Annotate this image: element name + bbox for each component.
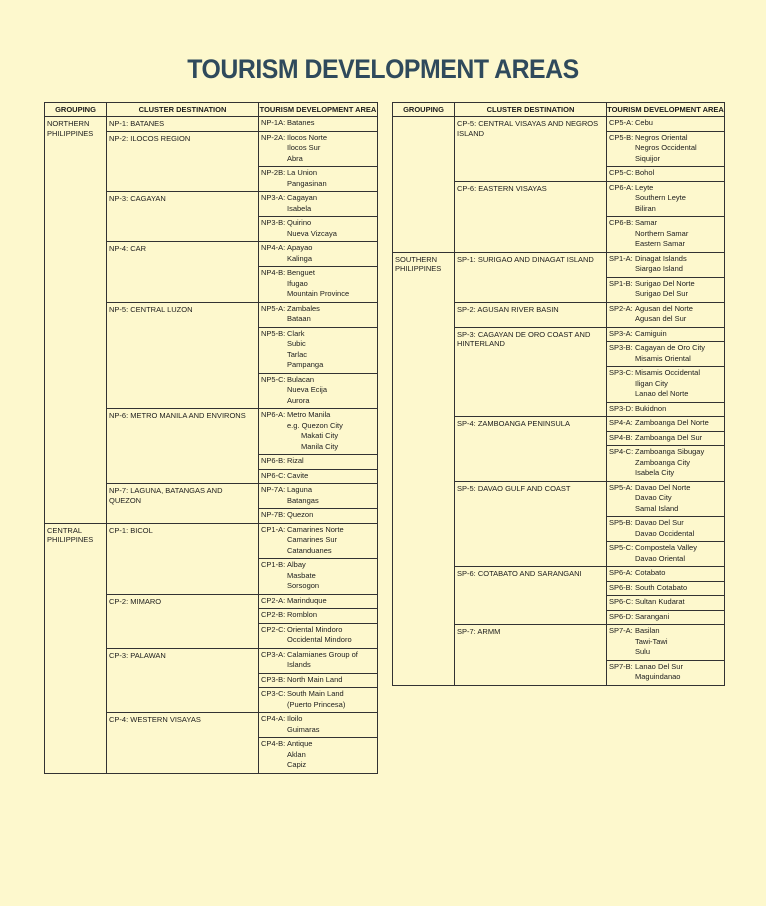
tda-cell — [259, 713, 378, 738]
tda-place: Metro Manila — [287, 410, 331, 419]
tda-code: SP1-A: — [609, 253, 633, 263]
tda-code: NP-2B: — [261, 168, 286, 177]
tda-cell — [259, 327, 378, 373]
tda-code: SP3-B: — [609, 343, 633, 352]
tda-code: NP6-B: — [261, 456, 286, 465]
tda-cell — [607, 625, 725, 661]
tda-cell — [607, 517, 725, 542]
tda-place: Masbate — [287, 570, 316, 580]
tda-code: CP2-B: — [261, 610, 286, 619]
cluster-label: NP-7: LAGUNA, BATANGAS AND QUEZON — [109, 486, 223, 505]
cluster-label: NP-2: ILOCOS REGION — [109, 133, 191, 143]
tda-place: Batanes — [287, 118, 315, 127]
tda-code: SP4-A: — [609, 418, 633, 427]
grouping-label: CENTRAL PHILIPPINES — [47, 525, 94, 544]
tda-place: Basilan — [635, 626, 660, 635]
cluster-label: NP-3: CAGAYAN — [109, 194, 166, 203]
tda-place: Cebu — [635, 118, 653, 127]
tda-place: Laguna — [287, 485, 313, 494]
tda-code: CP3-C: — [261, 689, 286, 698]
tda-place: Davao Del Sur — [635, 518, 684, 527]
tda-place: Tawi-Tawi — [635, 636, 668, 646]
tda-place: Biliran — [635, 203, 656, 213]
cluster-label: SP-5: DAVAO GULF AND COAST — [457, 483, 571, 493]
tda-place: Cavite — [287, 470, 309, 480]
tda-table-right — [392, 102, 725, 686]
cluster-label: CP-3: PALAWAN — [109, 650, 166, 660]
tda-place: Clark — [287, 328, 305, 338]
tda-cell — [259, 242, 378, 267]
table-header-row — [45, 103, 378, 117]
cluster-cell — [107, 648, 259, 713]
tda-place: Isabela City — [635, 468, 675, 477]
tda-place: Antique — [287, 739, 313, 748]
tda-code: SP4-B: — [609, 432, 633, 442]
tda-place: Bulacan — [287, 374, 315, 384]
tda-code: NP-2A: — [261, 132, 286, 142]
tda-code: NP-7A: — [261, 485, 286, 494]
tda-code: CP1-A: — [261, 524, 286, 534]
tda-place: Islands — [287, 660, 311, 669]
cluster-cell — [107, 713, 259, 774]
cluster-cell — [455, 327, 607, 417]
tda-code: CP3-B: — [261, 674, 286, 684]
tda-place: Isabela — [287, 203, 312, 213]
tda-cell — [607, 596, 725, 611]
tda-code: SP7-A: — [609, 626, 633, 635]
grouping-label: SOUTHERN PHILIPPINES — [395, 254, 442, 273]
cluster-label: NP-6: METRO MANILA AND ENVIRONS — [109, 411, 246, 420]
grouping-cell — [45, 523, 107, 773]
tda-code: CP1-B: — [261, 560, 286, 569]
tda-cell — [607, 117, 725, 132]
tda-table-left — [44, 102, 378, 774]
tda-cell — [259, 484, 378, 509]
tda-cell — [607, 277, 725, 302]
cluster-label: CP-6: EASTERN VISAYAS — [457, 183, 547, 193]
tda-place: Compostela Valley — [635, 543, 697, 552]
tda-place: Davao Oriental — [635, 553, 686, 563]
tda-cell — [259, 267, 378, 303]
tda-place: Davao Del Norte — [635, 482, 691, 492]
cluster-label: NP-4: CAR — [109, 244, 147, 253]
tda-code: SP5-B: — [609, 518, 633, 527]
tda-place: Romblon — [287, 610, 318, 619]
tda-place: Pampanga — [287, 360, 324, 369]
tda-place: Negros Occidental — [635, 143, 697, 152]
tda-place: Camarines Norte — [287, 524, 344, 534]
tda-header: TOURISM DEVELOPMENT AREA — [607, 103, 725, 117]
tda-place: Pangasinan — [287, 178, 327, 188]
tda-cell — [259, 688, 378, 713]
cluster-cell — [107, 131, 259, 192]
tda-code: NP5-C: — [261, 374, 286, 384]
cluster-cell — [455, 252, 607, 302]
tda-place: Cotabato — [635, 568, 666, 577]
tda-place: Maguindanao — [635, 672, 681, 681]
tda-cell — [607, 446, 725, 482]
tda-cell — [259, 409, 378, 455]
tda-place: Davao City — [635, 493, 672, 502]
cluster-cell — [455, 117, 607, 182]
tda-place: Misamis Occidental — [635, 368, 701, 377]
tda-code: NP6-C: — [261, 470, 286, 480]
tda-place: Ilocos Norte — [287, 132, 328, 142]
tda-place: Occidental Mindoro — [287, 635, 352, 644]
tda-place: Samal Island — [635, 503, 679, 513]
tda-code: CP3-A: — [261, 649, 286, 659]
tda-cell — [259, 117, 378, 132]
tda-code: SP3-C: — [609, 368, 634, 377]
cluster-cell — [455, 181, 607, 252]
tda-place: Nueva Ecija — [287, 385, 328, 394]
tda-place: Oriental Mindoro — [287, 624, 343, 634]
grouping-cell — [393, 252, 455, 685]
tda-place: Siquijor — [635, 153, 661, 163]
tda-cell — [259, 623, 378, 648]
tda-place: Eastern Samar — [635, 239, 686, 248]
tda-place: Capiz — [287, 760, 307, 769]
tda-code: CP6-A: — [609, 182, 634, 192]
tda-cell — [607, 217, 725, 253]
tda-place: Southern Leyte — [635, 193, 686, 202]
tda-place: Agusan del Norte — [635, 303, 693, 313]
tda-place: Albay — [287, 560, 306, 569]
tda-place: Aurora — [287, 395, 310, 405]
tda-cell — [259, 559, 378, 595]
tda-cell — [607, 567, 725, 582]
tda-place: Cagayan de Oro City — [635, 343, 706, 352]
tda-code: SP7-B: — [609, 661, 633, 671]
cluster-header: CLUSTER DESTINATION — [455, 103, 607, 117]
tda-cell — [259, 167, 378, 192]
cluster-cell — [107, 409, 259, 484]
cluster-cell — [455, 417, 607, 482]
tda-place: Makati City — [301, 431, 339, 440]
tda-code: NP3-B: — [261, 218, 286, 227]
cluster-cell — [107, 192, 259, 242]
cluster-label: SP-3: CAGAYAN DE ORO COAST AND HINTERLAND — [457, 329, 591, 348]
tda-place: (Puerto Princesa) — [287, 699, 346, 709]
tda-place: Aklan — [287, 749, 306, 759]
tda-place: Guimaras — [287, 724, 320, 734]
tda-place: Camiguin — [635, 328, 667, 338]
tda-cell — [607, 327, 725, 342]
tda-code: SP6-D: — [609, 611, 634, 621]
tda-cell — [259, 509, 378, 524]
tda-code: CP5-A: — [609, 118, 634, 127]
tda-code: NP4-B: — [261, 268, 286, 277]
page-title: TOURISM DEVELOPMENT AREAS — [187, 54, 579, 84]
tda-cell — [259, 738, 378, 774]
cluster-cell — [107, 302, 259, 409]
tda-place: Lanao del Norte — [635, 389, 689, 398]
grouping-cell — [45, 117, 107, 524]
tda-code: SP4-C: — [609, 447, 634, 456]
tda-cell — [607, 660, 725, 685]
tda-cell — [259, 648, 378, 673]
tda-cell — [607, 417, 725, 432]
tda-place: Leyte — [635, 182, 654, 192]
cluster-label: SP-4: ZAMBOANGA PENINSULA — [457, 419, 570, 428]
tda-place: Iligan City — [635, 378, 668, 388]
tda-place: Quirino — [287, 218, 312, 227]
tda-cell — [607, 402, 725, 417]
tda-code: SP2-A: — [609, 303, 633, 313]
tda-cell — [607, 542, 725, 567]
tda-place: Iloilo — [287, 714, 303, 723]
cluster-cell — [107, 523, 259, 594]
tda-cell — [607, 167, 725, 182]
cluster-label: SP-2: AGUSAN RIVER BASIN — [457, 304, 559, 314]
tda-place: Misamis Oriental — [635, 353, 691, 363]
tda-cell — [259, 455, 378, 470]
tda-place: South Main Land — [287, 689, 344, 698]
tda-place: Abra — [287, 153, 303, 163]
tda-cell — [607, 302, 725, 327]
tda-place: Rizal — [287, 456, 304, 465]
tda-place: Ilocos Sur — [287, 143, 321, 152]
tda-place: Bohol — [635, 168, 655, 177]
cluster-label: SP-1: SURIGAO AND DINAGAT ISLAND — [457, 254, 594, 264]
tda-place: Calamianes Group of — [287, 649, 358, 659]
tda-place: Subic — [287, 339, 306, 348]
tda-code: NP6-A: — [261, 410, 286, 419]
tda-code: CP2-C: — [261, 624, 286, 634]
cluster-cell — [455, 481, 607, 567]
tda-place: Apayao — [287, 243, 313, 252]
tda-cell — [607, 610, 725, 625]
tda-cell — [607, 131, 725, 167]
tda-place: Cagayan — [287, 193, 318, 202]
tda-header: TOURISM DEVELOPMENT AREA — [259, 103, 378, 117]
grouping-header: GROUPING — [393, 103, 455, 117]
tda-cell — [607, 181, 725, 217]
tda-cell — [259, 673, 378, 688]
tda-code: CP2-A: — [261, 595, 286, 605]
tda-code: CP6-B: — [609, 218, 634, 227]
tda-place: Bataan — [287, 314, 311, 323]
table-row — [45, 117, 378, 132]
tda-code: NP4-A: — [261, 243, 286, 252]
grouping-header: GROUPING — [45, 103, 107, 117]
tda-code: NP3-A: — [261, 193, 286, 202]
tda-code: CP4-A: — [261, 714, 286, 723]
grouping-cell — [393, 117, 455, 253]
tda-code: SP3-D: — [609, 403, 634, 413]
cluster-label: CP-2: MIMARO — [109, 596, 162, 606]
tda-place: Dinagat Islands — [635, 253, 687, 263]
tda-place: Negros Oriental — [635, 132, 688, 142]
table-row — [393, 117, 725, 132]
tda-place: Sorsogon — [287, 581, 320, 590]
tda-cell — [259, 192, 378, 217]
tda-code: SP6-A: — [609, 568, 633, 577]
tda-cell — [259, 373, 378, 409]
tda-cell — [259, 523, 378, 559]
tda-code: SP6-B: — [609, 582, 633, 592]
tda-cell — [259, 302, 378, 327]
tda-place: Sultan Kudarat — [635, 597, 685, 606]
tda-place: Tarlac — [287, 349, 308, 359]
tda-place: Samar — [635, 218, 658, 227]
tda-place: South Cotabato — [635, 582, 688, 592]
tda-place: Mountain Province — [287, 289, 350, 298]
tda-place: Marinduque — [287, 595, 327, 605]
tda-place: Ifugao — [287, 278, 308, 288]
tda-cell — [259, 609, 378, 624]
table-header-row — [393, 103, 725, 117]
cluster-cell — [455, 302, 607, 327]
tda-cell — [607, 367, 725, 403]
tda-code: NP-1A: — [261, 118, 286, 127]
tda-code: NP5-B: — [261, 328, 286, 338]
tda-place: Sulu — [635, 647, 651, 656]
tda-place: Zamboanga City — [635, 457, 691, 467]
cluster-label: SP-7: ARMM — [457, 627, 501, 636]
cluster-cell — [455, 625, 607, 686]
tda-code: SP3-A: — [609, 328, 633, 338]
tda-place: Kalinga — [287, 253, 313, 263]
cluster-label: CP-5: CENTRAL VISAYAS AND NEGROS ISLAND — [457, 119, 599, 138]
tda-place: La Union — [287, 168, 318, 177]
cluster-cell — [455, 567, 607, 625]
tda-code: NP-7B: — [261, 510, 286, 519]
tda-code: SP5-C: — [609, 543, 634, 552]
tda-place: Lanao Del Sur — [635, 661, 683, 671]
cluster-label: NP-5: CENTRAL LUZON — [109, 304, 193, 314]
tda-cell — [259, 131, 378, 167]
table-row — [393, 252, 725, 277]
tda-place: Davao Occidental — [635, 528, 695, 538]
cluster-cell — [107, 484, 259, 524]
cluster-cell — [107, 594, 259, 648]
tda-place: Zamboanga Del Sur — [635, 432, 703, 442]
tda-place: Catanduanes — [287, 545, 332, 555]
tda-place: Batangas — [287, 495, 319, 505]
tda-place: Siargao Island — [635, 264, 683, 273]
tda-code: CP5-C: — [609, 168, 634, 177]
tda-place: Manila City — [301, 441, 339, 451]
tda-place: Zamboanga Del Norte — [635, 418, 709, 427]
tda-cell — [259, 594, 378, 609]
cluster-header: CLUSTER DESTINATION — [107, 103, 259, 117]
tda-place: Quezon — [287, 510, 314, 519]
tda-cell — [607, 252, 725, 277]
tda-place: Sarangani — [635, 611, 670, 621]
tda-place: Zamboanga Sibugay — [635, 447, 705, 456]
tda-code: CP4-B: — [261, 739, 286, 748]
tda-place: Northern Samar — [635, 228, 689, 238]
tda-cell — [607, 581, 725, 596]
cluster-label: CP-1: BICOL — [109, 525, 153, 535]
tda-place: Bukidnon — [635, 403, 667, 413]
tda-code: NP5-A: — [261, 303, 286, 313]
tda-place: Camarines Sur — [287, 535, 338, 544]
tda-place: Zambales — [287, 303, 320, 313]
tda-code: CP5-B: — [609, 132, 634, 142]
tda-cell — [607, 431, 725, 446]
grouping-label: NORTHERN PHILIPPINES — [47, 119, 94, 138]
tda-place: Agusan del Sur — [635, 314, 687, 323]
tda-cell — [259, 217, 378, 242]
cluster-label: CP-4: WESTERN VISAYAS — [109, 715, 201, 724]
cluster-label: SP-6: COTABATO AND SARANGANI — [457, 569, 582, 578]
tda-cell — [607, 481, 725, 517]
tda-cell — [259, 469, 378, 484]
tda-place: Nueva Vizcaya — [287, 228, 337, 238]
tda-code: SP6-C: — [609, 597, 634, 606]
tda-cell — [607, 342, 725, 367]
tda-code: SP5-A: — [609, 482, 633, 492]
tda-place: Surigao Del Norte — [635, 278, 695, 288]
tda-place: e.g. Quezon City — [287, 420, 343, 430]
tda-place: North Main Land — [287, 674, 343, 684]
cluster-cell — [107, 242, 259, 303]
cluster-label: NP-1: BATANES — [109, 119, 165, 128]
tda-place: Surigao Del Sur — [635, 289, 688, 298]
table-row — [45, 523, 378, 559]
tda-code: SP1-B: — [609, 278, 633, 288]
tda-place: Benguet — [287, 268, 315, 277]
cluster-cell — [107, 117, 259, 132]
